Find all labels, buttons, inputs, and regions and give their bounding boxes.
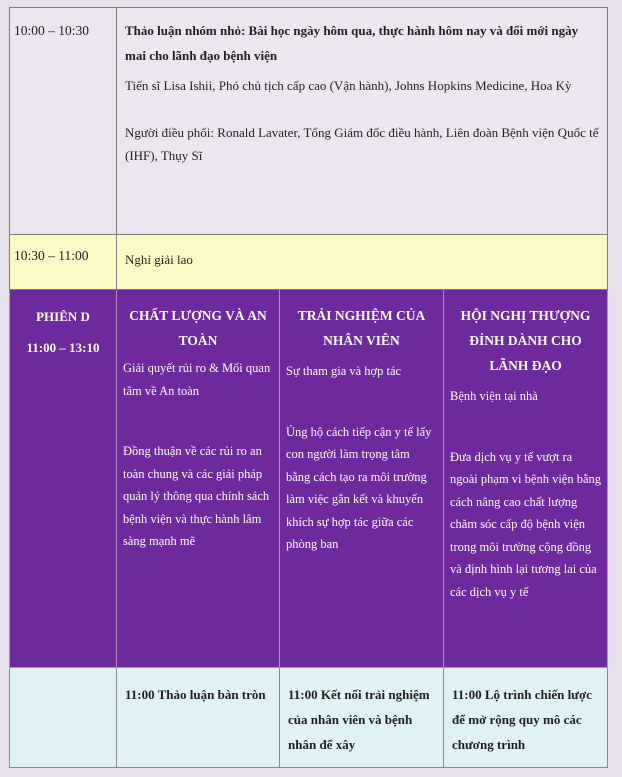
session-d-time: 11:00 – 13:10: [26, 340, 100, 355]
panel-speaker: Tiến sĩ Lisa Ishii, Phó chủ tịch cấp cao (Vận hành), Johns Hopkins Medicine, Hoa Kỳ: [125, 78, 572, 93]
break-label: Nghỉ giải lao: [117, 235, 608, 290]
track-summit-heading: HỘI NGHỊ THƯỢNG ĐỈNH DÀNH CHO LÃNH ĐẠO: [460, 308, 591, 373]
break-time: 10:30 – 11:00: [10, 235, 117, 290]
track-summit-cell: [444, 290, 608, 668]
session-d-label: [10, 290, 117, 668]
panel-row: [10, 8, 608, 235]
track-summit-description: Đưa dịch vụ y tế vượt ra ngoài phạm vi bệnh viện bằng cách nâng cao chất lượng chăm sóc cấp độ bệnh viện trong môi trường cộng đồng và định hình lại tương lai của các dịch vụ y tế: [450, 449, 602, 599]
track-quality-description: Đồng thuận về các rủi ro an toàn chung và các giải pháp quản lý thông qua chính sách bệnh viện và thực hành lâm sàng mạnh mẽ: [123, 444, 270, 548]
session-d-name: PHIÊN D: [36, 309, 90, 324]
track-summit-subtitle: Bệnh viện tại nhà: [450, 389, 538, 403]
break-row: [10, 235, 608, 290]
track-staff-subtitle: Sự tham gia và hợp tác: [286, 364, 402, 378]
roundtable-row: [10, 668, 608, 768]
track-staff-heading: TRẢI NGHIỆM CỦA NHÂN VIÊN: [297, 308, 426, 348]
track-staff-roundtable: 11:00 Kết nối trải nghiệm của nhân viên và bệnh nhân để xây: [280, 668, 444, 768]
track-staff-cell: [280, 290, 444, 668]
track-quality-heading: CHẤT LƯỢNG VÀ AN TOÀN: [129, 308, 267, 348]
panel-time: 10:00 – 10:30: [10, 8, 117, 235]
roundtable-empty-cell: [10, 668, 117, 768]
schedule-table: [9, 7, 608, 768]
track-staff-description: Ủng hộ cách tiếp cận y tế lấy con người làm trọng tâm bằng cách tạo ra môi trường làm việc gắn kết và khuyến khích sự hợp tác giữa các phòng ban: [286, 424, 432, 551]
panel-moderator: Người điều phối: Ronald Lavater, Tổng Giám đốc điều hành, Liên đoàn Bệnh viện Quốc tế (IHF), Thụy Sĩ: [125, 125, 599, 163]
session-d-row: [10, 290, 608, 668]
panel-cell: [117, 8, 608, 235]
track-quality-cell: [117, 290, 280, 668]
track-quality-roundtable: 11:00 Thảo luận bàn tròn: [117, 668, 280, 768]
panel-title: Thảo luận nhóm nhỏ: Bài học ngày hôm qua, thực hành hôm nay và đổi mới ngày mai cho lãnh đạo bệnh viện: [125, 23, 579, 63]
track-quality-subtitle: Giải quyết rủi ro & Mối quan tâm về An toàn: [123, 361, 271, 398]
track-summit-roundtable: 11:00 Lộ trình chiến lược để mở rộng quy mô các chương trình: [444, 668, 608, 768]
